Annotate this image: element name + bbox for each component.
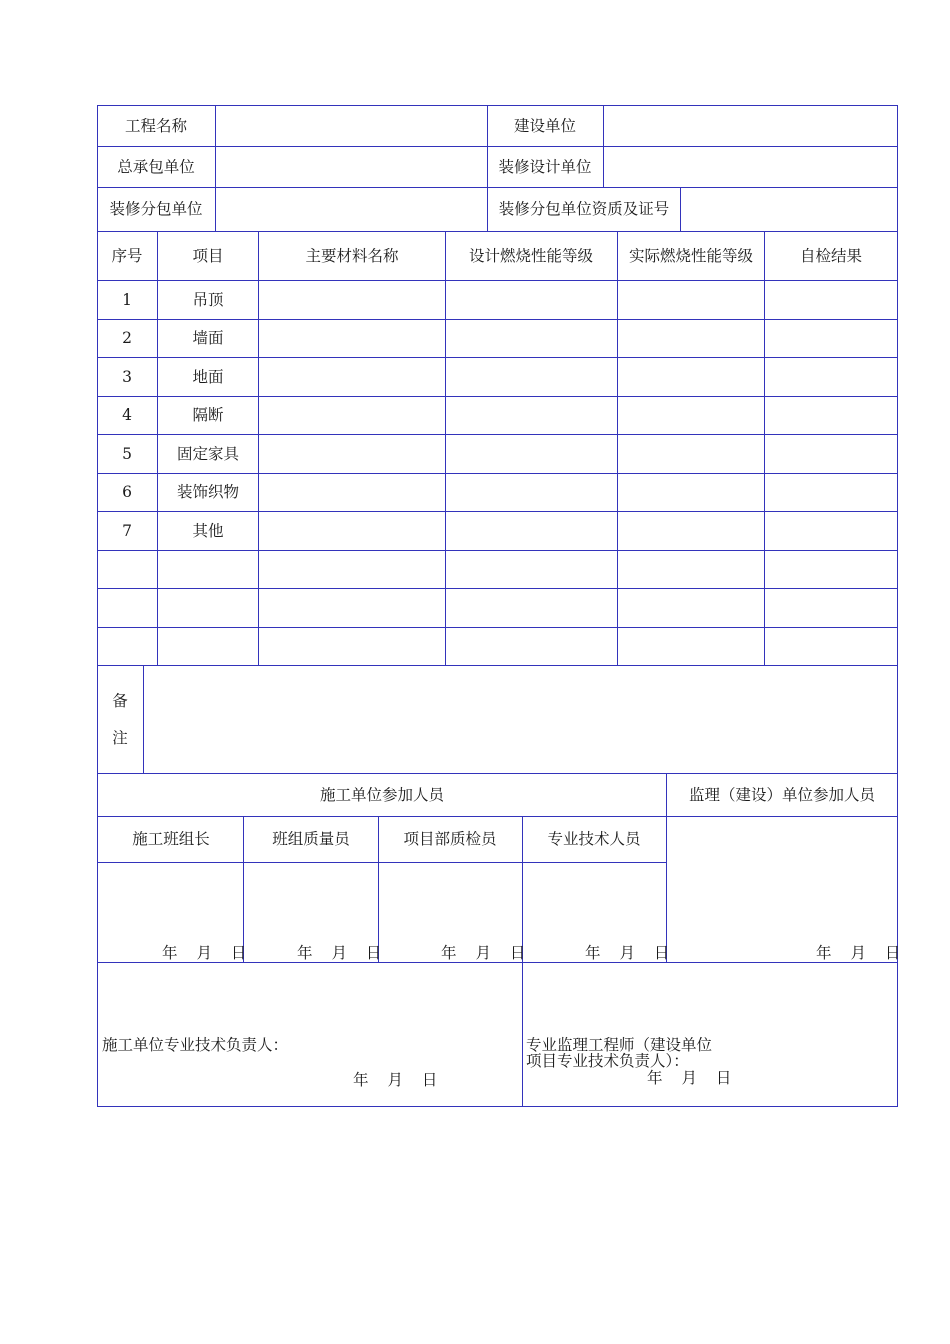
decoration-sub-label: 装修分包单位 (109, 200, 203, 218)
date-month: 月 (475, 944, 491, 962)
decoration-design-label: 装修设计单位 (498, 158, 592, 176)
rule-col-1 (157, 231, 158, 665)
rule-col-2 (258, 231, 259, 665)
date-day: 日 (365, 944, 382, 962)
rule-hdr-a (215, 105, 216, 231)
row-no: 3 (122, 368, 132, 386)
row-no: 5 (122, 445, 132, 463)
date-day: 日 (884, 944, 901, 962)
rule-left (97, 105, 98, 1107)
date-day: 日 (509, 944, 526, 962)
builder-label: 建设单位 (513, 117, 577, 135)
col-header-item: 项目 (192, 247, 224, 265)
date-month: 月 (331, 944, 347, 962)
date-line (441, 943, 525, 963)
remarks-label-2: 注 (112, 729, 128, 747)
rule-row-5 (97, 473, 898, 474)
row-item: 吊顶 (192, 291, 224, 309)
rule-remarks-bottom (97, 773, 898, 774)
rule-row-10 (97, 665, 898, 666)
role-dept-inspector: 项目部质检员 (403, 830, 497, 848)
rule-col-5 (764, 231, 765, 665)
rule-row-6 (97, 511, 898, 512)
rule-hdr-b (487, 105, 488, 231)
row-no: 6 (122, 483, 132, 501)
rule-header-3 (97, 231, 898, 232)
rule-col-3 (445, 231, 446, 665)
col-header-no: 序号 (111, 247, 143, 265)
row-item: 墙面 (192, 329, 224, 347)
rule-row-9 (97, 627, 898, 628)
row-item: 地面 (192, 368, 224, 386)
date-line (647, 1068, 731, 1088)
row-item: 其他 (192, 522, 224, 540)
supervision-participants-label: 监理（建设）单位参加人员 (688, 786, 876, 804)
col-header-self-check: 自检结果 (799, 247, 863, 265)
date-month: 月 (387, 1071, 403, 1089)
date-month: 月 (850, 944, 866, 962)
remarks-label-1: 备 (112, 692, 128, 710)
rule-col-4 (617, 231, 618, 665)
date-month: 月 (619, 944, 635, 962)
date-day: 日 (230, 944, 247, 962)
col-header-material: 主要材料名称 (305, 247, 399, 265)
col-header-actual-rating: 实际燃烧性能等级 (628, 247, 754, 265)
date-day: 日 (715, 1069, 732, 1087)
row-item: 固定家具 (176, 445, 240, 463)
row-item: 隔断 (192, 406, 224, 424)
row-no: 7 (122, 522, 132, 540)
rule-supervision (666, 773, 667, 962)
rule-col-header (97, 280, 898, 281)
rule-row-7 (97, 550, 898, 551)
rule-participants (97, 816, 898, 817)
general-contractor-label: 总承包单位 (117, 158, 195, 176)
rule-row-1 (97, 319, 898, 320)
rule-roles (97, 862, 667, 863)
date-day: 日 (421, 1071, 438, 1089)
date-year: 年 (647, 1069, 663, 1087)
construction-tech-lead-label: 施工单位专业技术负责人： (102, 1036, 289, 1054)
date-year: 年 (441, 944, 457, 962)
row-no: 2 (122, 329, 132, 347)
date-month: 月 (196, 944, 212, 962)
date-year: 年 (353, 1071, 369, 1089)
project-name-label: 工程名称 (124, 117, 188, 135)
row-no: 1 (122, 291, 132, 309)
row-item: 装饰织物 (176, 483, 240, 501)
rule-header-2 (97, 187, 898, 188)
rule-role-1 (243, 816, 244, 962)
date-year: 年 (585, 944, 601, 962)
date-line (816, 943, 900, 963)
rule-role-2 (378, 816, 379, 962)
date-year: 年 (162, 944, 178, 962)
supervisor-label-line1: 专业监理工程师（建设单位 (526, 1036, 713, 1054)
rule-row-4 (97, 434, 898, 435)
decoration-sub-cert-label: 装修分包单位资质及证号 (498, 200, 670, 218)
rule-bottom (97, 1106, 898, 1107)
date-year: 年 (297, 944, 313, 962)
date-line (297, 943, 381, 963)
role-tech-staff: 专业技术人员 (547, 830, 641, 848)
col-header-design-rating: 设计燃烧性能等级 (468, 247, 594, 265)
role-team-leader: 施工班组长 (132, 830, 210, 848)
rule-remarks (143, 665, 144, 773)
date-day: 日 (653, 944, 670, 962)
construction-participants-label: 施工单位参加人员 (319, 786, 445, 804)
rule-role-3 (522, 816, 523, 962)
rule-header-1 (97, 146, 898, 147)
date-line (585, 943, 669, 963)
row-no: 4 (122, 406, 132, 424)
date-line (353, 1070, 437, 1090)
rule-top (97, 105, 898, 106)
rule-hdr-c (603, 105, 604, 187)
rule-hdr-d (680, 187, 681, 231)
supervisor-label-line2: 项目专业技术负责人）： (526, 1052, 689, 1070)
role-team-quality: 班组质量员 (272, 830, 350, 848)
rule-signoff (522, 962, 523, 1106)
date-line (162, 943, 246, 963)
rule-row-2 (97, 357, 898, 358)
rule-row-8 (97, 588, 898, 589)
date-month: 月 (681, 1069, 697, 1087)
rule-row-3 (97, 396, 898, 397)
date-year: 年 (816, 944, 832, 962)
